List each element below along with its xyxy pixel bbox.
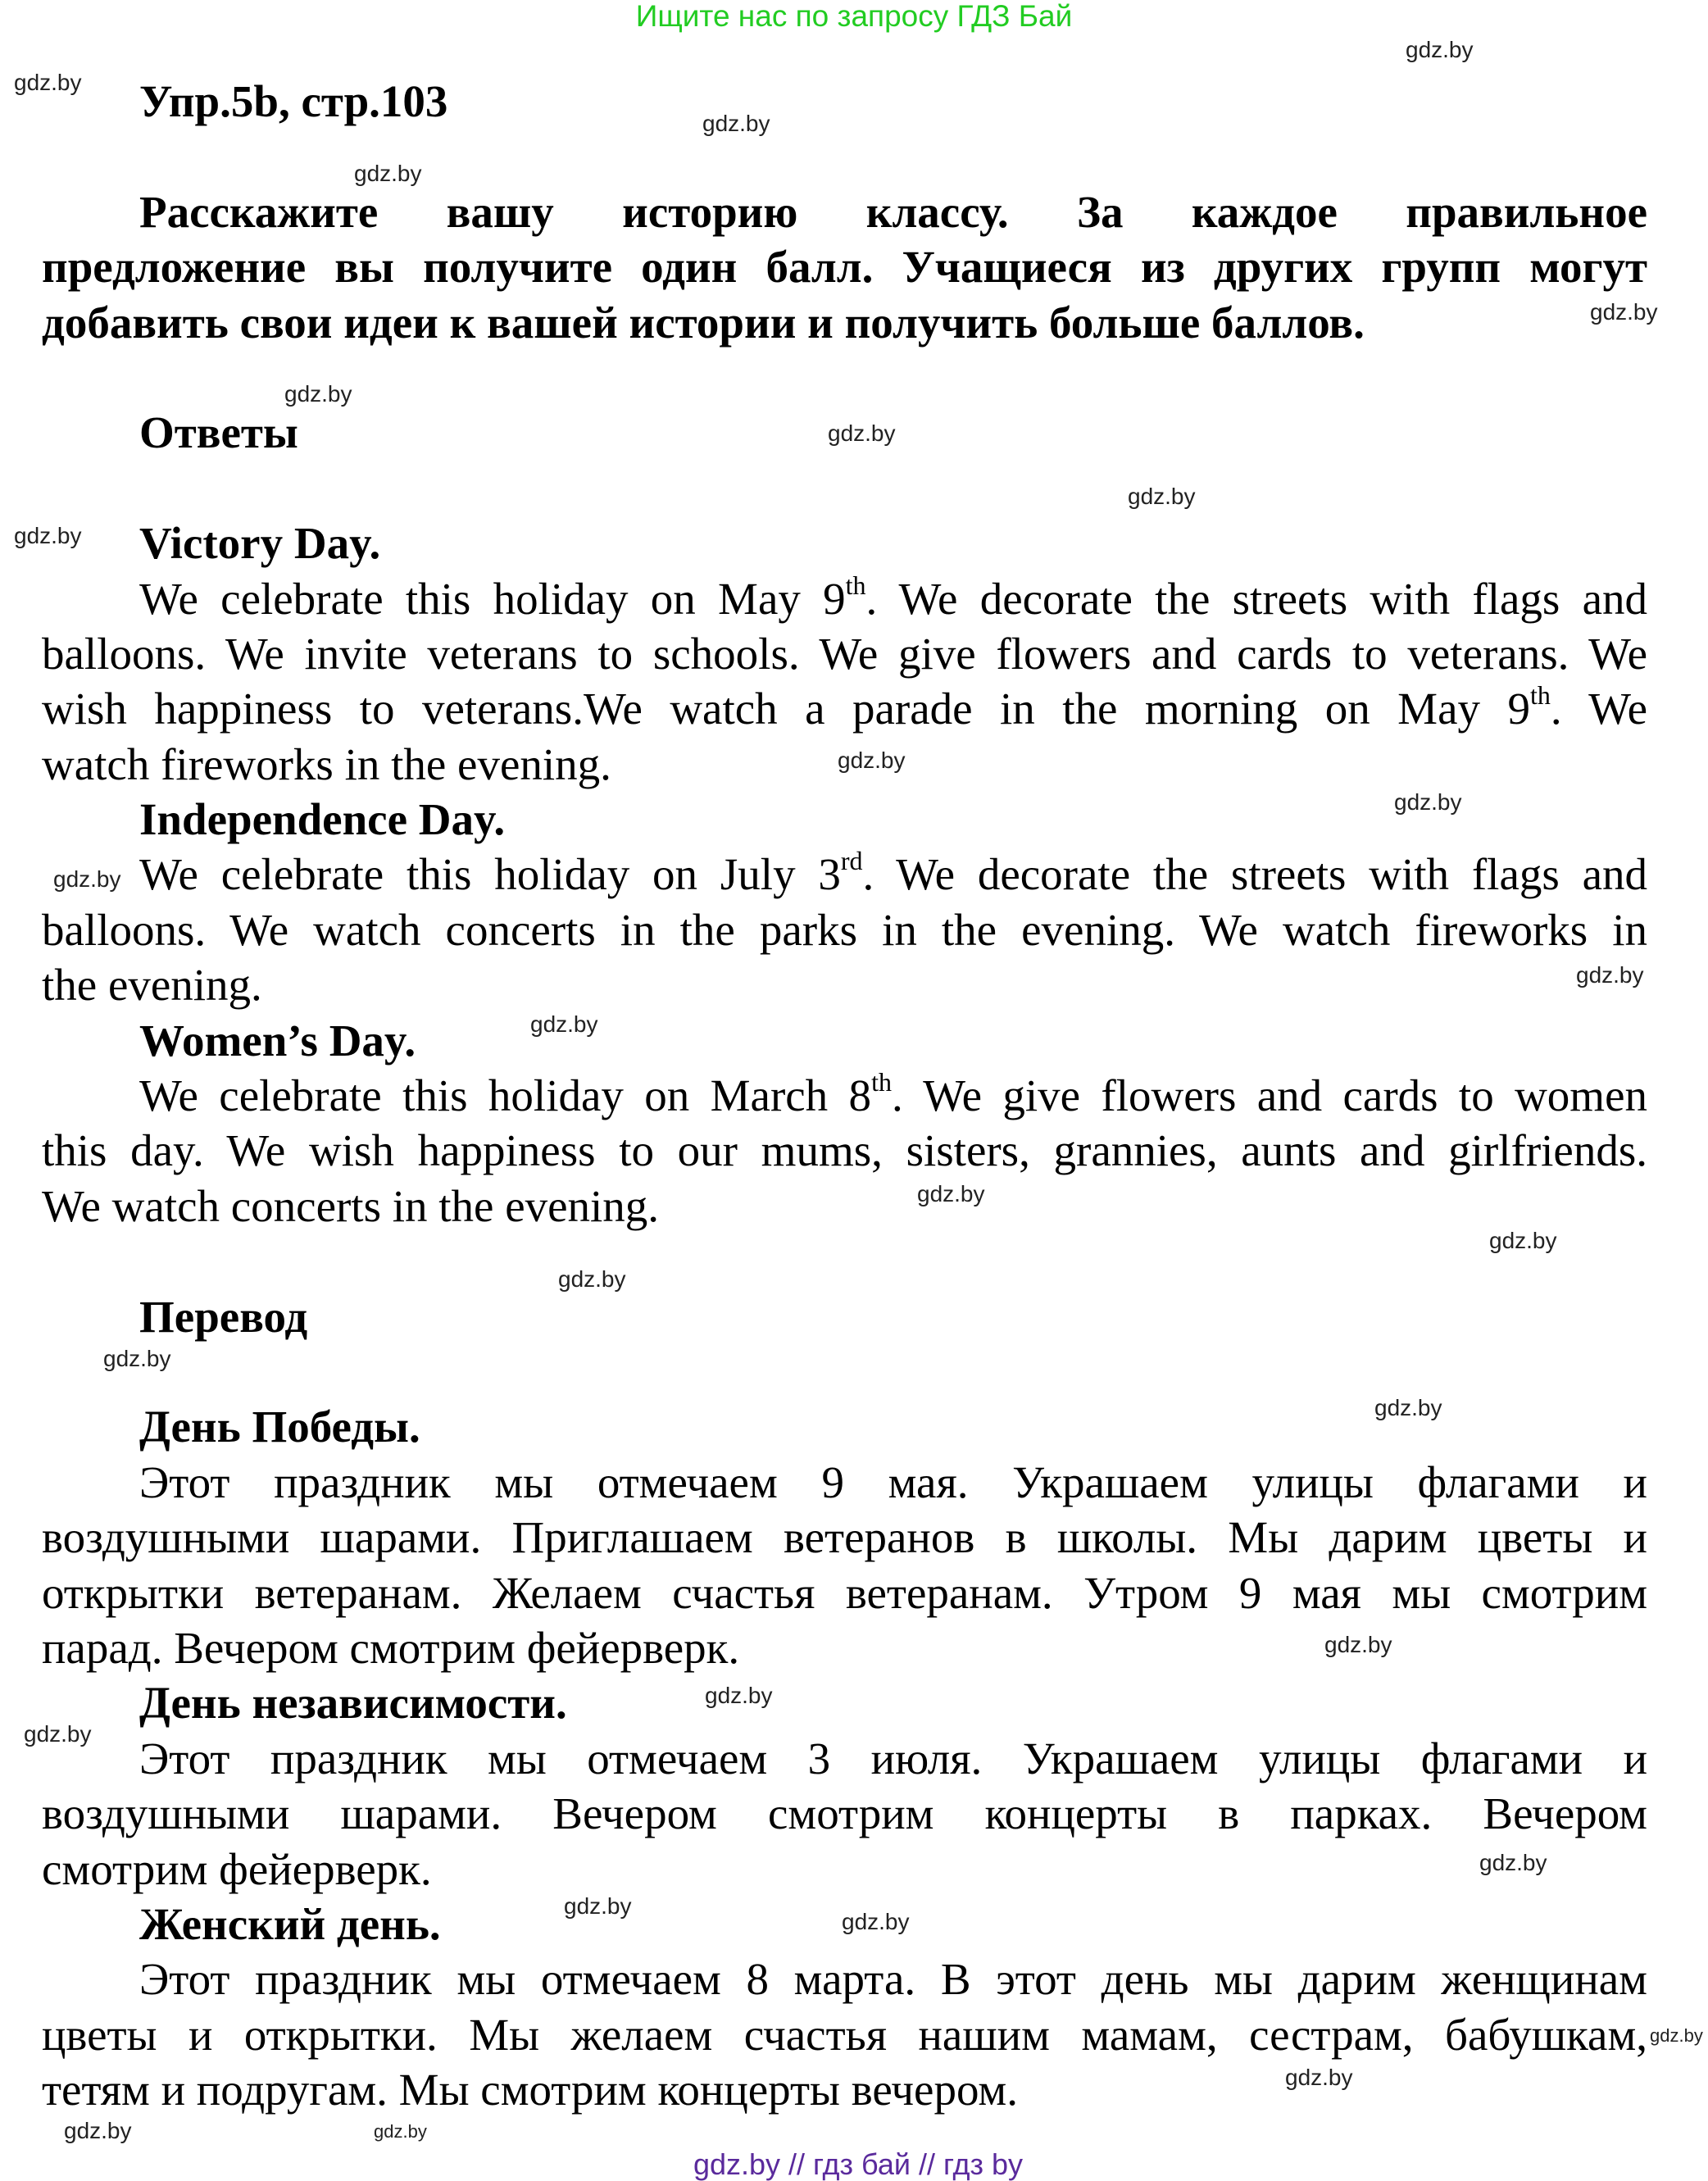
watermark: gdz.by: [842, 1909, 910, 1934]
watermark: gdz.by: [1394, 789, 1462, 815]
text-segment: тетям и подругам. Мы смотрим концерты вечером.: [42, 2065, 1018, 2115]
text-segment: . We: [1550, 684, 1647, 734]
text-segment: We celebrate this holiday on May 9: [139, 573, 846, 624]
paragraph-line: [42, 1123, 1647, 1178]
ordinal-superscript: th: [845, 570, 866, 600]
paragraph-line: [42, 2007, 1647, 2062]
text-segment: . We give flowers and cards to women: [891, 1070, 1647, 1121]
task-line: предложение вы получите один балл. Учащиеся из других групп могут: [42, 242, 1647, 293]
ordinal-superscript: th: [871, 1067, 892, 1097]
search-banner[interactable]: Ищите нас по запросу ГДЗ Бай: [635, 0, 1073, 33]
section-heading: День независимости.: [139, 1678, 567, 1729]
watermark: gdz.by: [1324, 1632, 1392, 1657]
watermark: gdz.by: [1406, 37, 1474, 62]
watermark: gdz.by: [1650, 2025, 1703, 2046]
section-heading: Victory Day.: [139, 518, 381, 569]
text-segment: парад. Вечером смотрим фейерверк.: [42, 1622, 740, 1673]
text-segment: . We decorate the streets with flags and: [862, 849, 1647, 900]
paragraph-line: [42, 1786, 1647, 1841]
paragraph-line: [42, 1565, 1647, 1620]
watermark: gdz.by: [702, 111, 770, 136]
watermark: gdz.by: [1479, 1850, 1547, 1875]
paragraph-line: [42, 1620, 1647, 1675]
paragraph-line: [42, 1510, 1647, 1565]
paragraph-line: [42, 847, 1647, 902]
ordinal-superscript: th: [1529, 680, 1551, 711]
watermark: gdz.by: [374, 2121, 427, 2142]
answers-heading: Ответы: [139, 407, 298, 458]
ordinal-superscript: rd: [840, 846, 863, 876]
watermark: gdz.by: [1285, 2065, 1353, 2090]
section-heading: Женский день.: [139, 1898, 441, 1949]
paragraph-line: [42, 902, 1647, 957]
paragraph-line: [42, 571, 1647, 626]
footer-links[interactable]: gdz.by // гдз бай // гдз by: [693, 2147, 1024, 2181]
paragraph-line: [42, 1068, 1647, 1123]
text-segment: We celebrate this holiday on March 8: [139, 1070, 872, 1121]
text-segment: цветы и открытки. Мы желаем счастья нашим мамам, сестрам, бабушкам,: [42, 2009, 1647, 2060]
paragraph-line: [42, 2062, 1647, 2117]
watermark: gdz.by: [1374, 1395, 1442, 1420]
watermark: gdz.by: [14, 523, 82, 548]
watermark: gdz.by: [828, 420, 896, 446]
document-body: [42, 74, 1647, 2117]
text-segment: wish happiness to veterans.We watch a parade in the morning on May 9: [42, 684, 1530, 734]
watermark: gdz.by: [1128, 484, 1196, 509]
text-segment: открытки ветеранам. Желаем счастья ветеранам. Утром 9 мая мы смотрим: [42, 1567, 1647, 1618]
paragraph-line: [42, 1731, 1647, 1786]
paragraph-line: [42, 1842, 1647, 1897]
text-segment: balloons. We invite veterans to schools. We give flowers and cards to veterans. We: [42, 628, 1647, 679]
text-segment: We celebrate this holiday on July 3: [139, 849, 841, 900]
translation-section: [42, 1399, 1647, 2117]
section-heading: Independence Day.: [139, 794, 506, 845]
task-line: добавить свои идеи к вашей истории и получить больше баллов.: [42, 297, 1365, 348]
watermark: gdz.by: [24, 1721, 92, 1747]
text-segment: this day. We wish happiness to our mums, sisters, grannies, aunts and girlfriends.: [42, 1125, 1647, 1176]
watermark: gdz.by: [917, 1181, 985, 1206]
paragraph-line: [42, 1179, 1647, 1234]
text-segment: balloons. We watch concerts in the parks in the evening. We watch fireworks in: [42, 904, 1647, 955]
task-line: Расскажите вашу историю классу. За каждое правильное: [139, 186, 1647, 237]
section-heading: Women’s Day.: [139, 1015, 416, 1066]
watermark: gdz.by: [14, 70, 82, 95]
watermark: gdz.by: [284, 381, 352, 407]
paragraph-line: [42, 626, 1647, 681]
text-segment: воздушными шарами. Приглашаем ветеранов в школы. Мы дарим цветы и: [42, 1512, 1647, 1563]
text-segment: Этот праздник мы отмечаем 3 июля. Украшаем улицы флагами и: [139, 1733, 1647, 1783]
text-segment: Этот праздник мы отмечаем 9 мая. Украшаем улицы флагами и: [139, 1456, 1647, 1507]
exercise-title: Упр.5b, стр.103: [139, 76, 448, 126]
watermark: gdz.by: [103, 1346, 171, 1371]
text-segment: смотрим фейерверк.: [42, 1843, 432, 1894]
watermark: gdz.by: [558, 1266, 626, 1292]
watermark: gdz.by: [53, 866, 121, 892]
translation-heading: Перевод: [139, 1291, 308, 1342]
watermark: gdz.by: [1590, 299, 1658, 325]
answers-section: [42, 516, 1647, 1234]
text-segment: воздушными шарами. Вечером смотрим концерты в парках. Вечером: [42, 1788, 1647, 1839]
paragraph-line: [42, 681, 1647, 736]
watermark: gdz.by: [1489, 1228, 1557, 1253]
text-segment: . We decorate the streets with flags and: [865, 573, 1647, 624]
watermark: gdz.by: [838, 747, 906, 773]
paragraph-line: [42, 957, 1647, 1012]
watermark: gdz.by: [705, 1683, 773, 1708]
section-heading: День Победы.: [139, 1402, 420, 1452]
watermark: gdz.by: [530, 1011, 598, 1037]
paragraph-line: [42, 1455, 1647, 1510]
text-segment: Этот праздник мы отмечаем 8 марта. В этот день мы дарим женщинам: [139, 1954, 1647, 2005]
text-segment: We watch concerts in the evening.: [42, 1180, 660, 1231]
watermark: gdz.by: [64, 2118, 132, 2143]
text-segment: watch fireworks in the evening.: [42, 738, 611, 789]
watermark: gdz.by: [564, 1893, 632, 1919]
text-segment: the evening.: [42, 960, 262, 1011]
watermark: gdz.by: [354, 161, 422, 186]
watermark: gdz.by: [1576, 962, 1644, 988]
paragraph-line: [42, 1952, 1647, 2006]
